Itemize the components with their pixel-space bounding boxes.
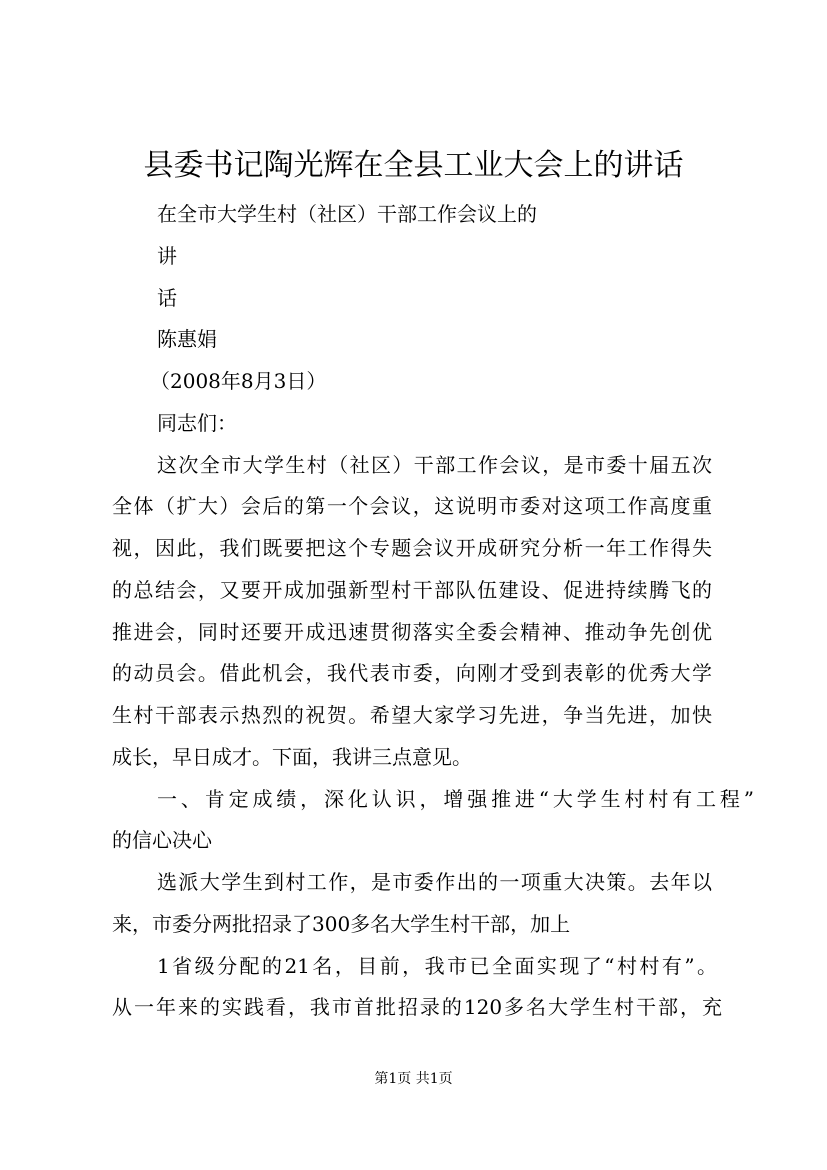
body-line: 推进会，同时还要开成迅速贯彻落实全委会精神、推动争先创优 [112,620,712,644]
body-line: 这次全市大学生村（社区）干部工作会议，是市委十届五次 [157,453,712,477]
body-line: 的动员会。借此机会，我代表市委，向刚才受到表彰的优秀大学 [112,661,712,685]
author-name: 陈惠娟 [157,327,217,351]
document-title: 县委书记陶光辉在全县工业大会上的讲话 [143,148,684,183]
speech-date: （2008年8月3日） [150,369,327,393]
subtitle-line: 话 [157,286,177,310]
body-line: 生村干部表示热烈的祝贺。希望大家学习先进，争当先进，加快 [112,703,712,727]
body-line: 全体（扩大）会后的第一个会议，这说明市委对这项工作高度重 [112,494,712,518]
body-line: 1省级分配的21名，目前，我市已全面实现了“村村有”。 [157,954,717,978]
salutation: 同志们： [157,411,237,435]
section-heading: 的信心决心 [112,828,212,852]
body-line: 来，市委分两批招录了300多名大学生村干部，加上 [112,912,571,936]
body-line: 选派大学生到村工作，是市委作出的一项重大决策。去年以 [157,870,712,894]
subtitle-line: 讲 [157,244,177,268]
body-line: 成长，早日成才。下面，我讲三点意见。 [112,745,472,769]
body-line: 从一年来的实践看，我市首批招录的120多名大学生村干部，充 [112,995,722,1019]
page-number: 第1页 共1页 [374,1071,453,1087]
body-line: 视，因此，我们既要把这个专题会议开成研究分析一年工作得失 [112,536,712,560]
section-heading: 一、肯定成绩，深化认识，增强推进“大学生村村有工程” [157,787,754,811]
subtitle-line: 在全市大学生村（社区）干部工作会议上的 [157,202,537,226]
body-line: 的总结会，又要开成加强新型村干部队伍建设、促进持续腾飞的 [112,578,712,602]
